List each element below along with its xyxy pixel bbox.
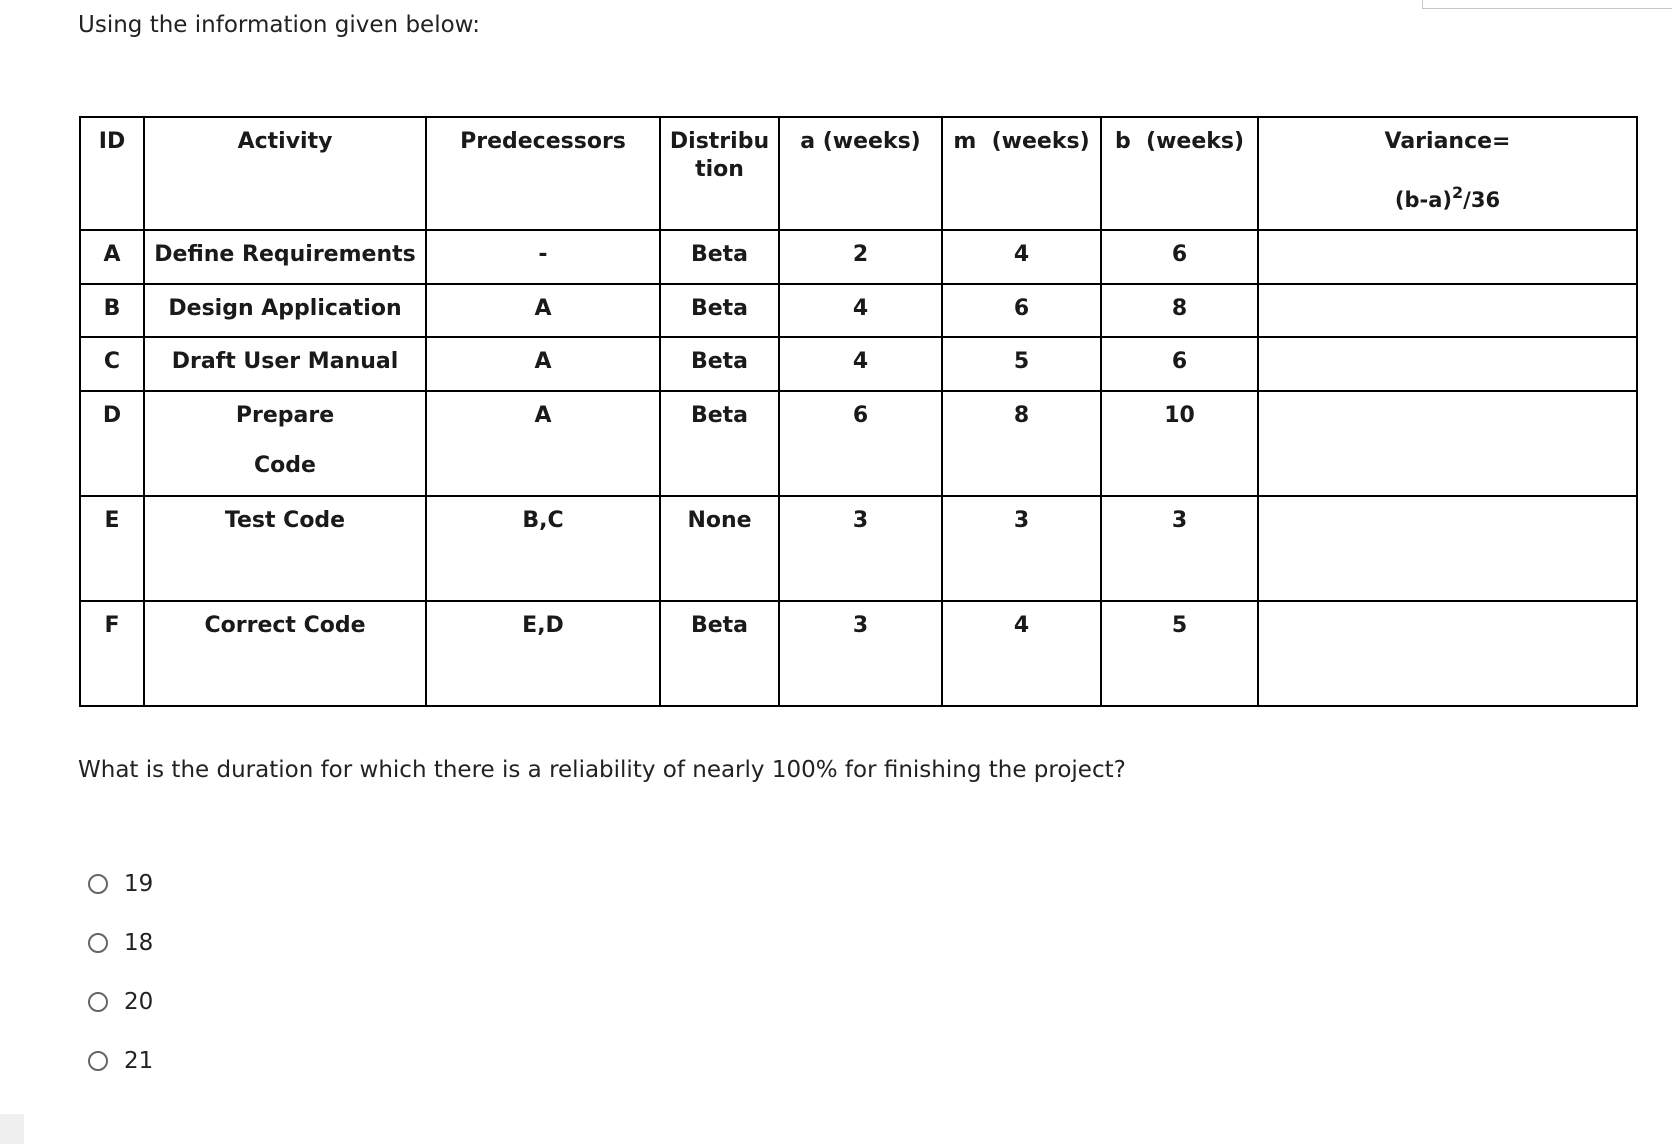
radio-icon[interactable] bbox=[88, 1051, 108, 1071]
header-b-weeks: b (weeks) bbox=[1101, 117, 1258, 230]
table-row bbox=[80, 230, 1637, 284]
cell-m: 3 bbox=[942, 496, 1101, 601]
answer-option-18[interactable] bbox=[88, 923, 153, 963]
header-m-weeks: m (weeks) bbox=[942, 117, 1101, 230]
table-row bbox=[80, 601, 1637, 706]
cell-predecessors: A bbox=[426, 337, 660, 391]
activity-table bbox=[79, 116, 1638, 707]
bottom-left-tab bbox=[0, 1114, 24, 1144]
cell-predecessors: B,C bbox=[426, 496, 660, 601]
cell-a: 3 bbox=[779, 496, 942, 601]
cell-b: 10 bbox=[1101, 391, 1258, 496]
cell-variance bbox=[1258, 391, 1637, 496]
table-header-row bbox=[80, 117, 1637, 230]
radio-icon[interactable] bbox=[88, 992, 108, 1012]
cell-activity: Define Requirements bbox=[144, 230, 426, 284]
cell-b: 6 bbox=[1101, 230, 1258, 284]
header-variance bbox=[1258, 117, 1637, 230]
header-distribution: Distribu tion bbox=[660, 117, 779, 230]
cell-activity: Design Application bbox=[144, 284, 426, 337]
answer-option-19[interactable] bbox=[88, 864, 153, 904]
cell-variance bbox=[1258, 601, 1637, 706]
cell-activity: Draft User Manual bbox=[144, 337, 426, 391]
cell-predecessors: A bbox=[426, 284, 660, 337]
cell-activity-line2: Code bbox=[254, 453, 316, 478]
variance-formula: $(b-a)^2/36$ bbox=[1394, 183, 1501, 212]
answer-option-20[interactable] bbox=[88, 982, 153, 1022]
cell-variance bbox=[1258, 230, 1637, 284]
header-activity: Activity bbox=[144, 117, 426, 230]
question-text: What is the duration for which there is a reliability of nearly 100% for finishing the project? bbox=[78, 757, 1126, 783]
cell-predecessors: A bbox=[426, 391, 660, 496]
cell-a: 4 bbox=[779, 337, 942, 391]
cell-m: 4 bbox=[942, 601, 1101, 706]
header-predecessors: Predecessors bbox=[426, 117, 660, 230]
answer-option-label: 19 bbox=[124, 871, 154, 897]
cell-distribution: Beta bbox=[660, 601, 779, 706]
cell-predecessors: E,D bbox=[426, 601, 660, 706]
table-row bbox=[80, 391, 1637, 496]
cell-predecessors: - bbox=[426, 230, 660, 284]
cell-distribution: Beta bbox=[660, 230, 779, 284]
cell-variance bbox=[1258, 337, 1637, 391]
cell-m: 8 bbox=[942, 391, 1101, 496]
cell-distribution: Beta bbox=[660, 391, 779, 496]
radio-icon[interactable] bbox=[88, 874, 108, 894]
cell-distribution: None bbox=[660, 496, 779, 601]
radio-icon[interactable] bbox=[88, 933, 108, 953]
answer-option-label: 21 bbox=[124, 1048, 154, 1074]
answer-option-label: 20 bbox=[124, 989, 154, 1015]
cell-id: F bbox=[80, 601, 144, 706]
cell-id: D bbox=[80, 391, 144, 496]
cell-a: 4 bbox=[779, 284, 942, 337]
cell-m: 5 bbox=[942, 337, 1101, 391]
cell-m: 6 bbox=[942, 284, 1101, 337]
cell-variance bbox=[1258, 284, 1637, 337]
cell-id: A bbox=[80, 230, 144, 284]
cell-b: 3 bbox=[1101, 496, 1258, 601]
cell-activity-line1: Prepare bbox=[235, 403, 335, 428]
cell-b: 6 bbox=[1101, 337, 1258, 391]
cell-id: E bbox=[80, 496, 144, 601]
cell-distribution: Beta bbox=[660, 337, 779, 391]
table-row bbox=[80, 496, 1637, 601]
cell-m: 4 bbox=[942, 230, 1101, 284]
table-row bbox=[80, 337, 1637, 391]
cell-a: 3 bbox=[779, 601, 942, 706]
cell-b: 8 bbox=[1101, 284, 1258, 337]
header-a-weeks: a (weeks) bbox=[779, 117, 942, 230]
cell-a: 6 bbox=[779, 391, 942, 496]
header-id: ID bbox=[80, 117, 144, 230]
answer-options bbox=[88, 864, 153, 1100]
answer-option-21[interactable] bbox=[88, 1041, 153, 1081]
answer-option-label: 18 bbox=[124, 930, 154, 956]
cell-id: B bbox=[80, 284, 144, 337]
cell-distribution: Beta bbox=[660, 284, 779, 337]
cell-id: C bbox=[80, 337, 144, 391]
intro-text: Using the information given below: bbox=[78, 12, 480, 38]
cell-activity: Test Code bbox=[144, 496, 426, 601]
cell-activity bbox=[144, 391, 426, 496]
cell-variance bbox=[1258, 496, 1637, 601]
table-row bbox=[80, 284, 1637, 337]
cell-b: 5 bbox=[1101, 601, 1258, 706]
top-right-frame bbox=[1422, 0, 1672, 9]
cell-a: 2 bbox=[779, 230, 942, 284]
variance-label: Variance= bbox=[1384, 129, 1511, 154]
cell-activity: Correct Code bbox=[144, 601, 426, 706]
